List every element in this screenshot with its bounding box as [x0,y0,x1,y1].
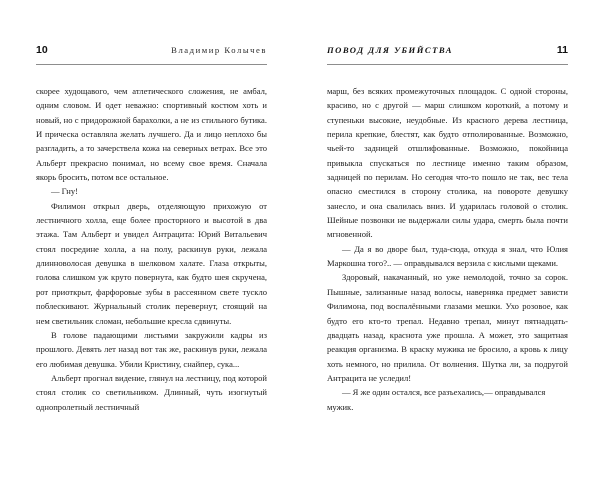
recto-page-number: 11 [556,44,568,56]
verso-text-column [36,84,267,414]
paragraph: Здоровый, накачанный, но уже немолодой, точно за сорок. Пышные, зализанные назад волосы, наверняка предмет зависти Филимона, под воспалёнными глазами мешки. Ухо розовое, как будто его кто-то трепал. Недавно трепал, минут пятнадцать-двадцать назад, краснота уже прошла. А может, это защитная реакция организма. В краску мужика не бросило, а кровь к лицу хоть немного, но прилила. От волнения. Шутка ли, за подругой Антрацита не уследил! [327,272,568,383]
paragraph: В голове падающими листьями закружили кадры из прошлого. Девять лет назад вот так же, раскинув руки, лежала его любимая девушка. Убили Кристину, снайпер, сука... [36,329,267,369]
recto-page [300,0,600,485]
paragraph: — Я же один остался, все разъехались,— оправдывался мужик. [327,387,546,412]
verso-running-head-author: Владимир Колычев [171,45,267,55]
paragraph: Альберт прогнал видение, глянул на лестницу, под которой стоял столик со светильником. Длинный, чуть изогнутый однопролетный лестничный [36,372,267,412]
paragraph: Филимон открыл дверь, отделяющую прихожую от лестничного холла, еще более просторного и высотой в два этажа. Там Альберт и увидел Антрацита: Юрий Витальевич стоял посредине холла, а на полу, раскинув руки, лежала длинноволосая девушка в шелковом халате. Глаза открыты, голова слишком уж круто повернута, как будто шея скручена, рот приоткрыт, фарфоровые зубы в рассеянном свете тускло поблескивают. Журнальный столик перевернут, стоящий на нем светильник сломан, небольшие кресла сдвинуты. [36,200,267,326]
verso-running-head [36,44,267,65]
recto-running-head [327,44,568,65]
recto-text-column [327,84,568,414]
verso-page-number: 10 [36,44,48,56]
paragraph: марш, без всяких промежуточных площадок. С одной стороны, красиво, но с другой — марш слишком короткий, а потому и ступеньки высокие, неудобные. Из красного дерева лестница, перила крепкие, блестят, как будто отполированные. Возможно, чьей-то задницей отшлифованные. Возможно, покойница привыкла спускаться по лестнице именно таким образом, задницей по перилам. Но сегодня что-то пошло не так, вес тела опасно сместился в сторону столика, на повороте девушку занесло, и она свалилась вниз. И ударилась головой о столик. Шейные позвонки не выдержали силы удара, смерть была почти мгновенной. [327,86,568,240]
paragraph: скорее худощавого, чем атлетического сложения, не амбал, одним словом. И одет неважно: спортивный костюм хоть и новый, но с придорожной барахолки, а не из стильного бутика. И прическа оставляла желать лучшего. Да и лицо неплохо бы разгладить, а то зачерствела кожа на северных ветрах. Все это Альберт прекрасно понимал, но всему свое время. Сначала якорь бросить, потом все остальное. [36,86,267,183]
recto-running-head-title: ПОВОД ДЛЯ УБИЙСТВА [327,45,453,55]
paragraph: — Гну! [51,186,78,197]
paragraph: — Да я во дворе был, туда-сюда, откуда я знал, что Юлия Маркошна того?.. — оправдывался верзила с кислыми щеками. [327,243,568,269]
